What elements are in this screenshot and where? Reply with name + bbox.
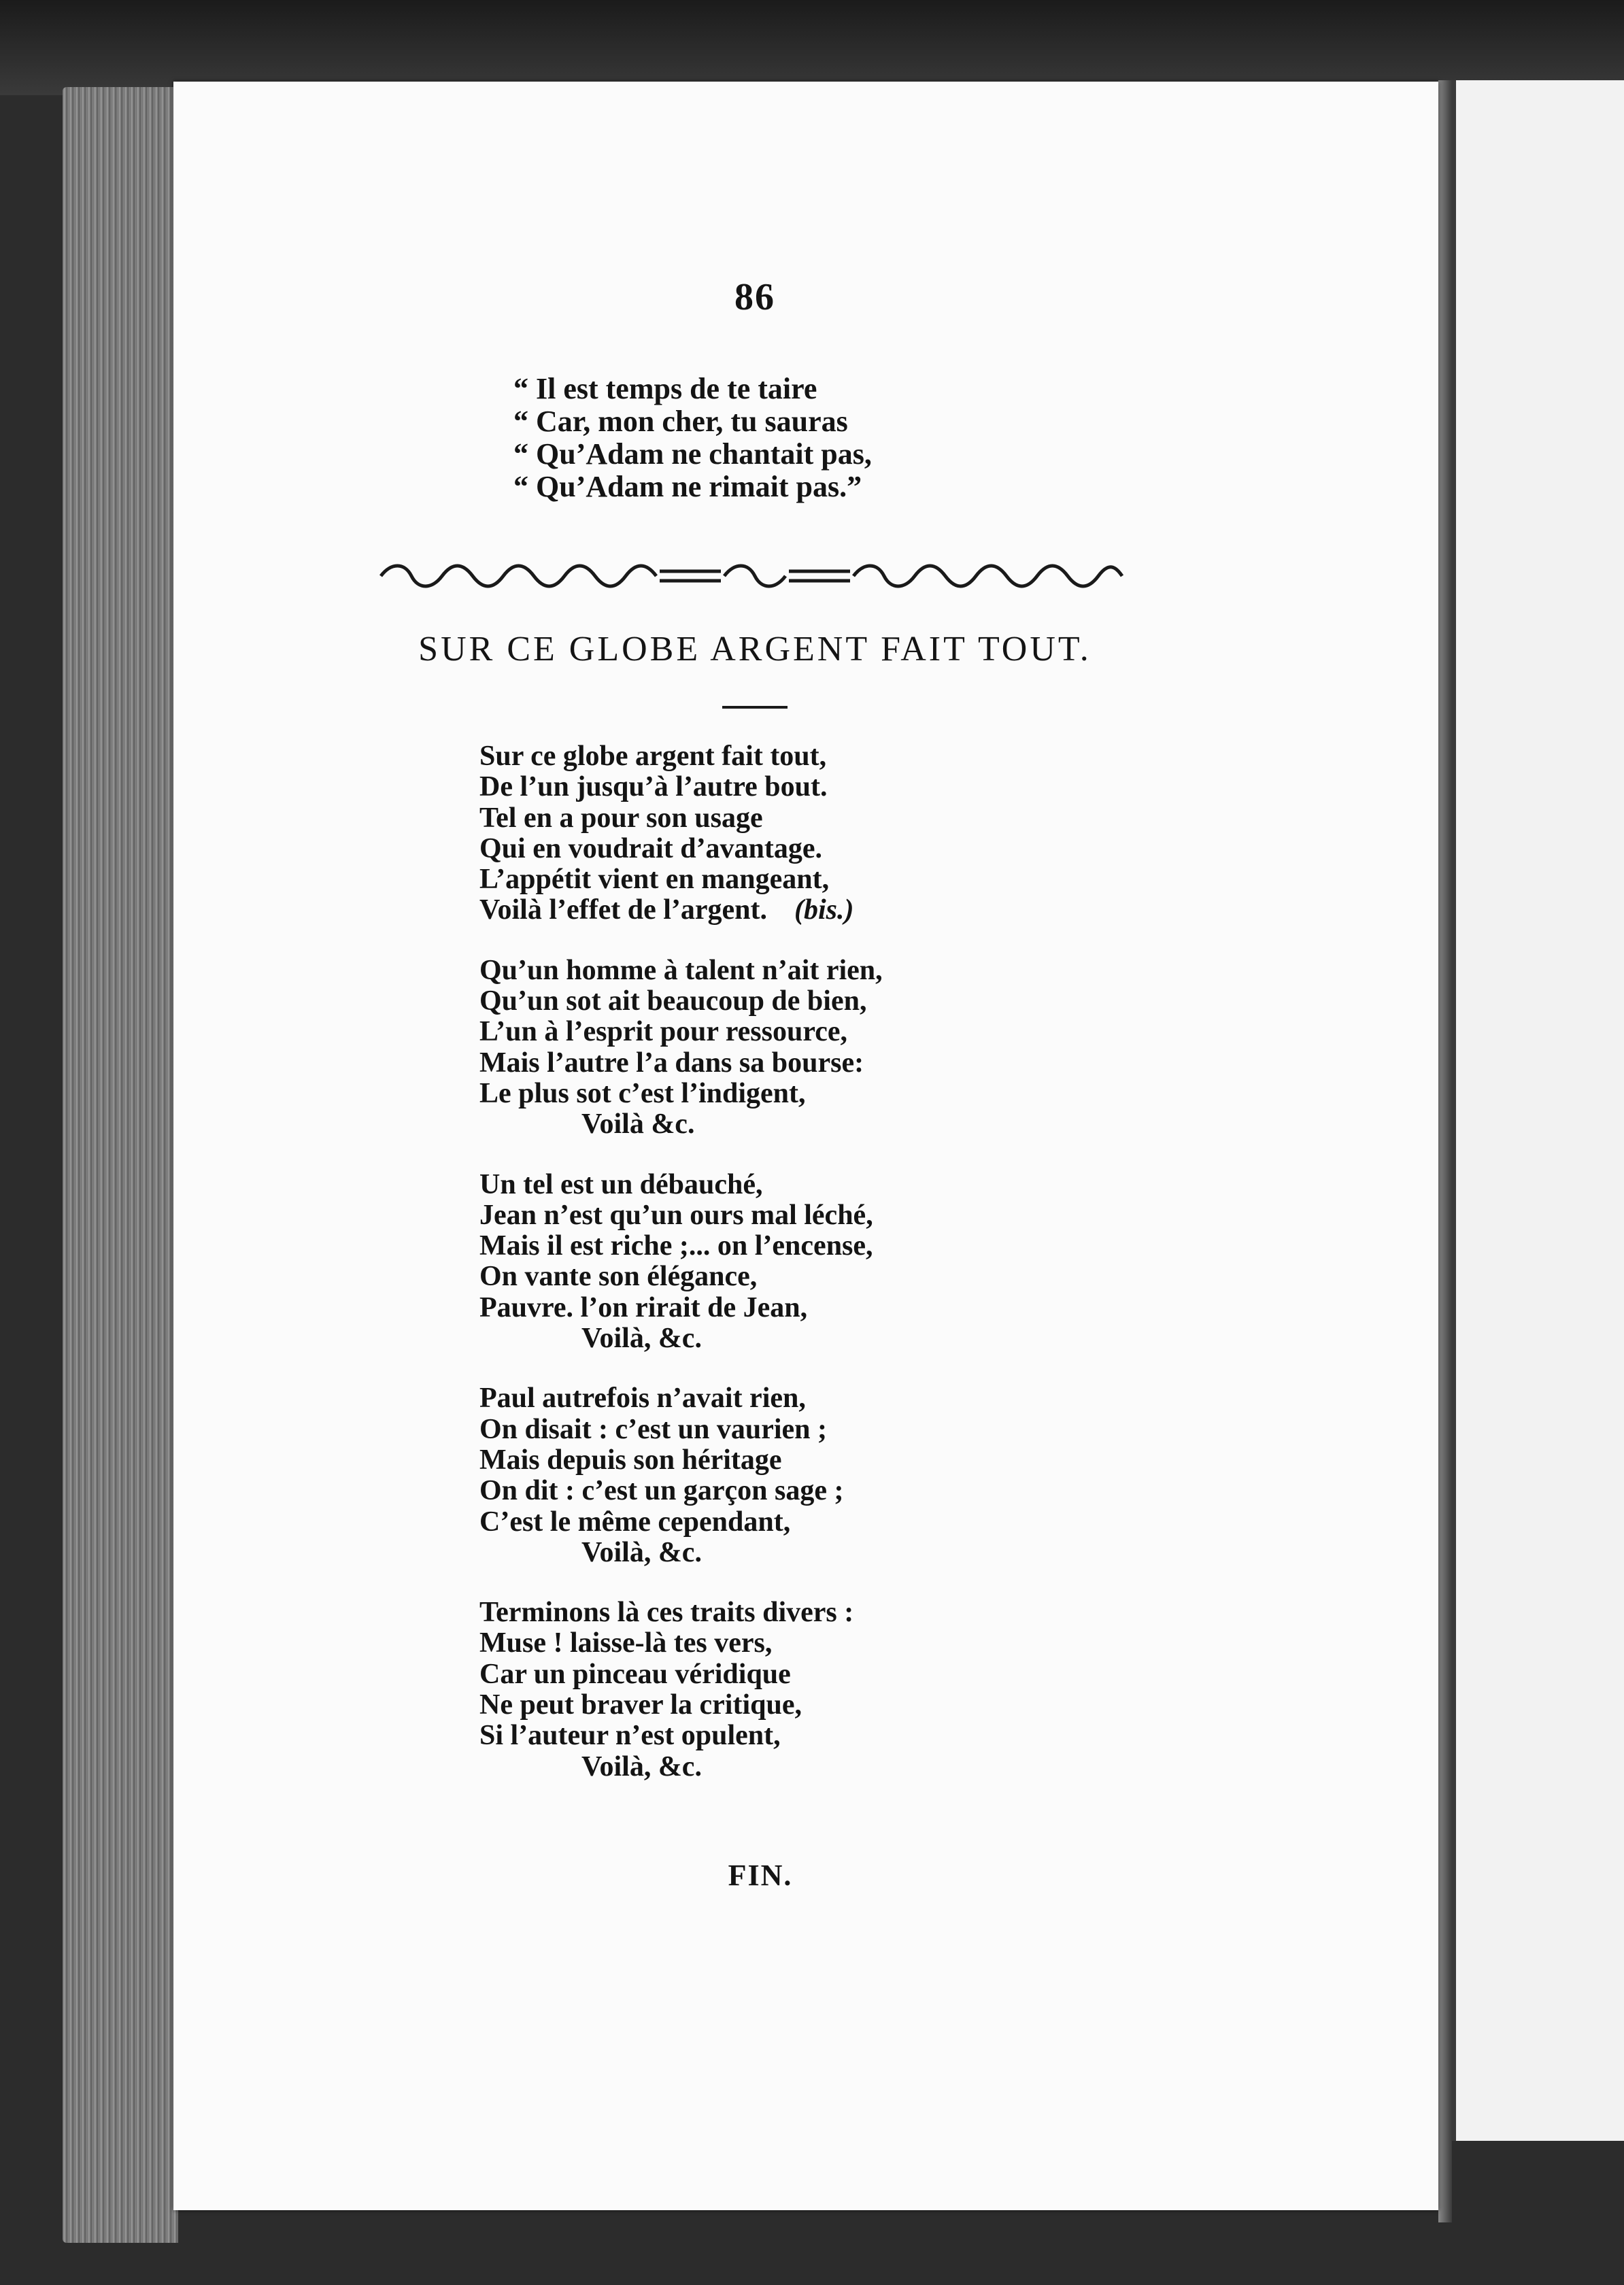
- verse-text: Tel en a pour son usage: [479, 802, 763, 834]
- verse-line: [479, 1415, 1037, 1445]
- verse-text: Qu’un homme à talent n’ait rien,: [479, 954, 883, 986]
- page-number: 86: [734, 276, 775, 318]
- refrain-line: [479, 1538, 1037, 1568]
- verse-line: [479, 741, 1037, 772]
- verse-text: Mais il est riche ;... on l’encense,: [479, 1230, 873, 1262]
- verse-line: [479, 1507, 1037, 1538]
- verse-text: Mais depuis son héritage: [479, 1444, 782, 1476]
- poem: [479, 741, 1037, 1782]
- verse-text: L’appétit vient en mangeant,: [479, 864, 830, 896]
- verse-line: [479, 1476, 1037, 1506]
- stanza: [479, 955, 1037, 1140]
- verse-line: [479, 1383, 1037, 1414]
- verse-text: Voilà, &c.: [581, 1536, 702, 1568]
- verse-text: C’est le même cependant,: [479, 1506, 791, 1538]
- verse-line: [479, 1721, 1037, 1751]
- verse-line: [479, 1628, 1037, 1659]
- verse-text: Mais l’autre l’a dans sa bourse:: [479, 1047, 864, 1079]
- verse-text: De l’un jusqu’à l’autre bout.: [479, 771, 828, 803]
- verse-text: L’un à l’esprit pour ressource,: [479, 1016, 847, 1048]
- verse-text: Voilà, &c.: [581, 1323, 702, 1355]
- verse-text: On vante son élégance,: [479, 1261, 758, 1293]
- intro-line: “ Il est temps de te taire: [513, 372, 817, 405]
- song-title: SUR CE GLOBE ARGENT FAIT TOUT.: [418, 630, 1092, 668]
- title-rule: [722, 706, 788, 709]
- ornamental-divider: [377, 559, 1126, 593]
- repeat-marker: (bis.): [794, 894, 854, 926]
- verse-line: [479, 864, 1037, 895]
- verse-text: Terminons là ces traits divers :: [479, 1597, 854, 1629]
- facing-page: [1452, 80, 1624, 2141]
- verse-line: [479, 834, 1037, 864]
- scan-background: [0, 0, 1624, 95]
- stanza: [479, 741, 1037, 926]
- verse-line: [479, 1048, 1037, 1079]
- verse-text: On dit : c’est un garçon sage ;: [479, 1475, 844, 1507]
- verse-line: [479, 1200, 1037, 1231]
- refrain-line: [479, 1323, 1037, 1354]
- verse-text: Voilà &c.: [581, 1108, 695, 1140]
- verse-line: [479, 1017, 1037, 1047]
- verse-line: [479, 1659, 1037, 1690]
- verse-text: On disait : c’est un vaurien ;: [479, 1413, 828, 1445]
- stanza: [479, 1383, 1037, 1568]
- verse-line: [479, 1690, 1037, 1721]
- verse-text: Si l’auteur n’est opulent,: [479, 1720, 781, 1752]
- refrain-line: [479, 1752, 1037, 1782]
- verse-line: [479, 1262, 1037, 1292]
- verse-line: [479, 1293, 1037, 1323]
- verse-text: Voilà l’effet de l’argent.: [479, 894, 767, 926]
- verse-text: Le plus sot c’est l’indigent,: [479, 1077, 806, 1109]
- refrain-line: [479, 1109, 1037, 1140]
- verse-text: Muse ! laisse-là tes vers,: [479, 1627, 773, 1659]
- book-gutter: [1438, 80, 1452, 2222]
- verse-line: [479, 1231, 1037, 1262]
- intro-verse: [513, 373, 1003, 503]
- stanza: [479, 1597, 1037, 1782]
- verse-text: Car un pinceau véridique: [479, 1658, 791, 1690]
- verse-line: [479, 895, 1037, 926]
- verse-line: [479, 772, 1037, 802]
- stanza: [479, 1170, 1037, 1355]
- intro-line: “ Qu’Adam ne chantait pas,: [513, 437, 872, 471]
- verse-line: [479, 1445, 1037, 1476]
- verse-line: [479, 1170, 1037, 1200]
- end-mark: FIN.: [728, 1859, 793, 1892]
- book-page-edges: [63, 87, 178, 2243]
- verse-text: Jean n’est qu’un ours mal léché,: [479, 1199, 873, 1231]
- intro-line: “ Car, mon cher, tu sauras: [513, 405, 848, 438]
- verse-text: Ne peut braver la critique,: [479, 1689, 802, 1721]
- verse-text: Un tel est un débauché,: [479, 1168, 763, 1200]
- verse-text: Paul autrefois n’avait rien,: [479, 1383, 806, 1415]
- verse-text: Sur ce globe argent fait tout,: [479, 741, 827, 772]
- verse-line: [479, 803, 1037, 834]
- verse-line: [479, 986, 1037, 1017]
- verse-line: [479, 1597, 1037, 1628]
- intro-line: “ Qu’Adam ne rimait pas.”: [513, 470, 862, 503]
- verse-text: Qu’un sot ait beaucoup de bien,: [479, 985, 867, 1017]
- verse-text: Voilà, &c.: [581, 1750, 702, 1782]
- verse-line: [479, 955, 1037, 986]
- verse-text: Qui en voudrait d’avantage.: [479, 832, 823, 864]
- verse-line: [479, 1079, 1037, 1109]
- verse-text: Pauvre. l’on rirait de Jean,: [479, 1291, 808, 1323]
